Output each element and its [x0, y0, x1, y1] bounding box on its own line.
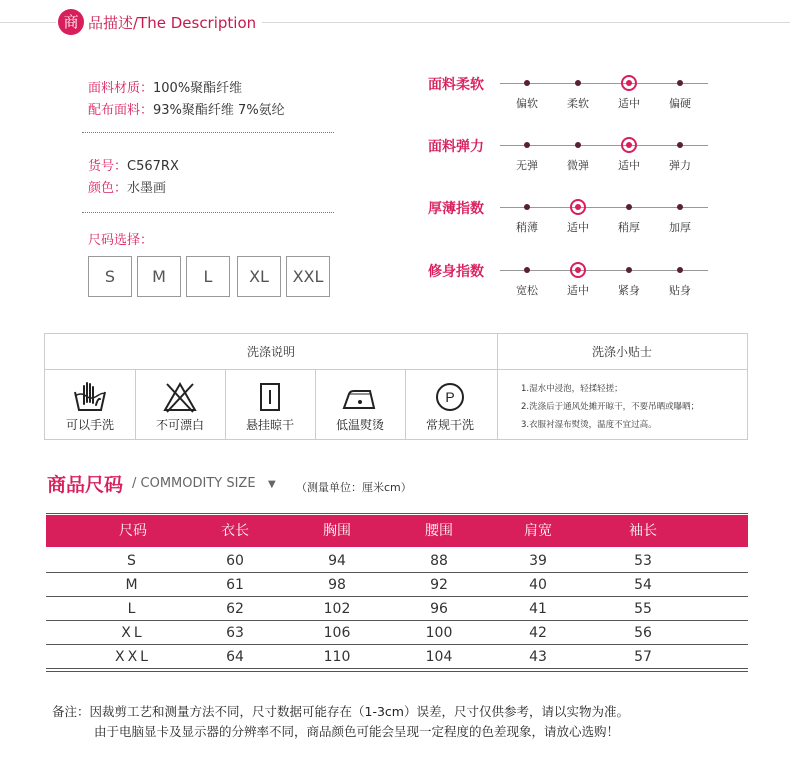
care-item-hand-wash	[45, 370, 135, 440]
table-header-cell: 袖长	[629, 523, 657, 539]
table-row	[46, 621, 748, 645]
rating-option: 稍厚	[618, 221, 640, 234]
rating-dot	[677, 80, 683, 86]
care-label: 常规干洗	[425, 418, 474, 432]
rating-selected-marker	[621, 75, 637, 91]
table-cell: XL	[121, 625, 145, 641]
table-bottom-rule	[46, 671, 748, 672]
care-tip: 3.衣服衬湿布熨烫，温度不宜过高。	[521, 420, 657, 430]
color-label: 颜色：	[88, 181, 128, 196]
table-cell: 98	[328, 577, 346, 593]
rating-option: 适中	[567, 221, 589, 234]
color-row	[88, 177, 166, 196]
size-option-xxl[interactable]: XXL	[286, 256, 330, 297]
care-header-left: 洗涤说明	[246, 345, 295, 359]
care-label: 悬挂晾干	[245, 418, 294, 432]
note-line-1: 备注：因裁剪工艺和测量方法不同，尺寸数据可能存在（1-3cm）误差，尺寸仅供参考，请以实物为准。	[52, 704, 629, 719]
rating-label: 修身指数	[428, 264, 484, 280]
triangle-down-icon: ▼	[268, 479, 276, 490]
lining-value: 93%聚酯纤维 7%氨纶	[153, 103, 285, 118]
rating-dot	[677, 142, 683, 148]
table-cell: 40	[529, 577, 547, 593]
table-cell: 106	[323, 625, 351, 641]
table-cell: 62	[226, 601, 244, 617]
lining-label: 配布面料：	[88, 103, 154, 118]
rating-selected-marker	[621, 137, 637, 153]
table-cell: 92	[430, 577, 448, 593]
rating-dot	[575, 142, 581, 148]
size-label: 尺码选择：	[88, 233, 154, 248]
table-cell: 64	[226, 649, 244, 665]
table-cell: 55	[634, 601, 652, 617]
table-cell: 100	[425, 625, 453, 641]
table-cell: 39	[529, 553, 547, 569]
rating-dot	[524, 267, 530, 273]
rating-dot	[626, 267, 632, 273]
table-cell: 104	[425, 649, 453, 665]
table-cell: 42	[529, 625, 547, 641]
table-header-cell: 胸围	[323, 523, 351, 539]
rating-option: 适中	[618, 159, 640, 172]
table-top-rule	[46, 513, 748, 514]
table-row	[46, 573, 748, 597]
table-cell: 43	[529, 649, 547, 665]
rating-label: 面料弹力	[428, 139, 484, 155]
no-bleach-icon	[162, 380, 198, 414]
header-divider-right	[262, 22, 790, 23]
rating-dot	[524, 80, 530, 86]
table-cell: 60	[226, 553, 244, 569]
care-label: 不可漂白	[155, 418, 204, 432]
table-cell: 61	[226, 577, 244, 593]
care-item-hang-dry	[225, 370, 315, 440]
rating-option: 柔软	[567, 97, 589, 110]
care-tip: 2.洗涤后于通风处摊开晾干，不要吊晒或曝晒；	[521, 402, 700, 412]
rating-option: 稍薄	[516, 221, 538, 234]
table-header-cell: 腰围	[425, 523, 453, 539]
rating-option: 宽松	[516, 284, 538, 297]
rating-option: 弹力	[669, 159, 691, 172]
table-cell: 94	[328, 553, 346, 569]
size-option-m[interactable]: M	[137, 256, 181, 297]
sku-value: C567RX	[127, 159, 179, 174]
table-cell: 63	[226, 625, 244, 641]
dotted-divider	[82, 212, 334, 213]
dotted-divider	[82, 132, 334, 133]
care-panel	[44, 333, 748, 440]
size-option-xl[interactable]: XL	[237, 256, 281, 297]
care-col-divider	[497, 334, 498, 439]
table-header-cell: 肩宽	[524, 523, 552, 539]
care-item-low-iron	[315, 370, 405, 440]
table-cell: 53	[634, 553, 652, 569]
rating-option: 适中	[618, 97, 640, 110]
rating-dot	[677, 267, 683, 273]
table-header	[46, 515, 748, 547]
low-iron-icon	[340, 380, 380, 414]
sku-label: 货号：	[88, 159, 128, 174]
rating-dot	[524, 204, 530, 210]
table-cell: 102	[323, 601, 351, 617]
svg-text:P: P	[445, 389, 455, 405]
rating-label: 面料柔软	[428, 77, 484, 93]
table-cell: M	[125, 577, 141, 593]
table-cell: 54	[634, 577, 652, 593]
table-cell: 96	[430, 601, 448, 617]
rating-selected-marker	[570, 199, 586, 215]
header-badge: 商	[58, 9, 84, 35]
rating-option: 加厚	[669, 221, 691, 234]
rating-option: 无弹	[516, 159, 538, 172]
care-item-no-bleach	[135, 370, 225, 440]
table-cell: 110	[323, 649, 351, 665]
care-item-dry-clean	[405, 370, 495, 440]
hang-dry-icon	[252, 380, 288, 414]
rating-option: 偏硬	[669, 97, 691, 110]
rating-dot	[677, 204, 683, 210]
fabric-value: 100%聚酯纤维	[153, 81, 243, 96]
rating-option: 微弹	[567, 159, 589, 172]
rating-option: 适中	[567, 284, 589, 297]
care-tip: 1.湿水中浸泡，轻揉轻搓；	[521, 384, 623, 394]
size-select-label	[88, 229, 153, 248]
table-cell: 56	[634, 625, 652, 641]
table-row	[46, 645, 748, 669]
table-header-cell: 尺码	[119, 523, 147, 539]
rating-option: 偏软	[516, 97, 538, 110]
table-cell: XXL	[115, 649, 151, 665]
table-row	[46, 597, 748, 621]
rating-dot	[575, 80, 581, 86]
table-cell: S	[127, 553, 139, 569]
table-cell: 57	[634, 649, 652, 665]
care-label: 可以手洗	[65, 418, 114, 432]
rating-label: 厚薄指数	[428, 201, 484, 217]
table-cell: 88	[430, 553, 448, 569]
rating-dot	[524, 142, 530, 148]
size-section-subtitle: / COMMODITY SIZE	[132, 476, 256, 491]
size-option-s[interactable]: S	[88, 256, 132, 297]
rating-dot	[626, 204, 632, 210]
hand-wash-icon	[72, 380, 108, 414]
table-cell: L	[127, 601, 139, 617]
size-section-title: 商品尺码	[47, 474, 124, 496]
sku-row	[88, 155, 179, 174]
note-line-2: 由于电脑显卡及显示器的分辨率不同，商品颜色可能会呈现一定程度的色差现象，请放心选购！	[94, 724, 620, 739]
dry-clean-icon	[432, 380, 468, 414]
rating-option: 贴身	[669, 284, 691, 297]
rating-selected-marker	[570, 262, 586, 278]
fabric-row	[88, 77, 242, 96]
fabric-label: 面料材质：	[88, 81, 154, 96]
size-unit: （测量单位：厘米cm）	[296, 481, 412, 494]
size-option-l[interactable]: L	[186, 256, 230, 297]
table-row	[46, 549, 748, 573]
color-value: 水墨画	[127, 181, 167, 196]
header-divider-left	[0, 22, 56, 23]
lining-row	[88, 99, 285, 118]
page-title: 品描述/The Description	[88, 14, 257, 32]
care-label: 低温熨烫	[335, 418, 384, 432]
care-header-right: 洗涤小贴士	[591, 345, 652, 359]
table-header-cell: 衣长	[221, 523, 249, 539]
rating-option: 紧身	[618, 284, 640, 297]
table-cell: 41	[529, 601, 547, 617]
